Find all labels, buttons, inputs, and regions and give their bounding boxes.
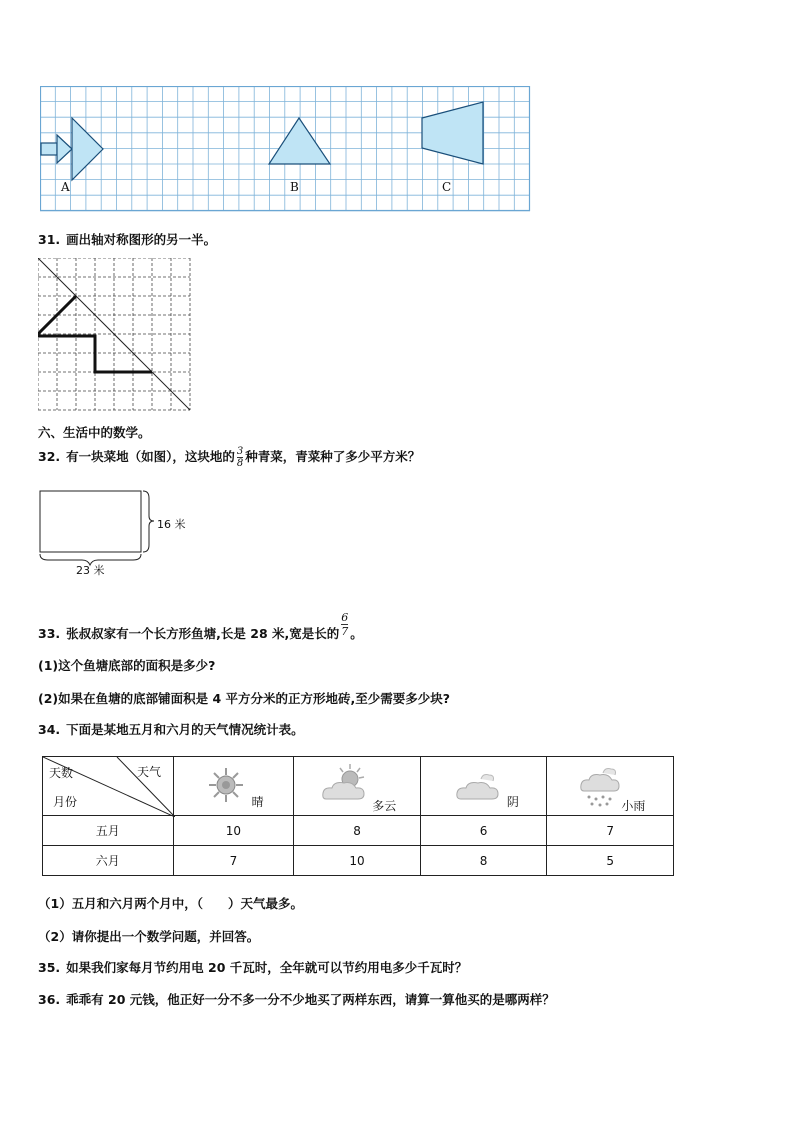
question-number: 34. (38, 722, 61, 737)
table-row (43, 846, 674, 876)
shapes-grid-figure (40, 86, 532, 212)
question-text-before: 有一块菜地（如图），这块地的 (66, 449, 235, 464)
question-number: 31. (38, 232, 61, 247)
field-height-label: 16 米 (157, 518, 186, 531)
diagonal-header-cell (43, 757, 174, 816)
shape-a-arrow (41, 118, 103, 180)
question-text: 乖乖有 20 元钱，他正好一分不多一分不少地买了两样东西，请算一算他买的是哪两样？ (66, 992, 555, 1007)
question-text: 画出轴对称图形的另一半。 (66, 232, 217, 247)
weather-label: 阴 (506, 795, 519, 809)
shape-c-trapezoid (422, 102, 483, 164)
sun-icon (208, 767, 244, 803)
question-35 (38, 958, 467, 976)
cell-value: 6 (420, 816, 547, 846)
question-36 (38, 990, 555, 1008)
question-number: 33. (38, 626, 61, 641)
shape-a-label: A (61, 180, 70, 194)
cell-value: 7 (173, 846, 294, 876)
partly-cloudy-icon (320, 763, 374, 805)
shape-b-label: B (290, 180, 299, 194)
fraction-six-sevenths (341, 611, 348, 638)
question-number: 35. (38, 960, 61, 975)
cell-value: 5 (547, 846, 674, 876)
question-33 (38, 611, 363, 648)
question-number: 32. (38, 449, 61, 464)
cell-value: 8 (294, 816, 421, 846)
cell-value: 10 (294, 846, 421, 876)
question-31 (38, 230, 216, 248)
question-number: 36. (38, 992, 61, 1007)
weather-column-cloudy (294, 757, 421, 816)
height-brace (143, 491, 154, 552)
question-34 (38, 720, 304, 738)
question-text: 张叔叔家有一个长方形鱼塘,长是 28 米,宽是长的 (66, 626, 340, 641)
table-row (43, 816, 674, 846)
weather-column-overcast (420, 757, 547, 816)
question-end: 。 (350, 626, 363, 641)
field-width-label: 23 米 (76, 564, 105, 577)
fraction-denominator: 7 (341, 625, 349, 638)
symmetry-grid-figure (38, 258, 192, 412)
rain-icon (579, 763, 623, 809)
header-month-label: 月份 (53, 795, 78, 809)
cloud-icon (455, 767, 505, 803)
field-rectangle (40, 491, 141, 552)
question-34-sub1: （1）五月和六月两个月中，（ ）天气最多。 (38, 896, 303, 911)
cell-value: 8 (420, 846, 547, 876)
weather-label: 小雨 (621, 799, 646, 813)
weather-column-sunny (173, 757, 294, 816)
fraction-numerator: 6 (341, 611, 349, 624)
cell-value: 7 (547, 816, 674, 846)
cell-value: 10 (173, 816, 294, 846)
question-33-sub2: (2)如果在鱼塘的底部铺面积是 4 平方分米的正方形地砖,至少需要多少块? (38, 691, 451, 706)
weather-stats-table (42, 756, 674, 876)
shape-c-label: C (442, 180, 452, 194)
question-text: 如果我们家每月节约用电 20 千瓦时，全年就可以节约用电多少千瓦时？ (66, 960, 468, 975)
question-34-sub2: （2）请你提出一个数学问题，并回答。 (38, 929, 260, 944)
weather-column-light-rain (547, 757, 674, 816)
table-header-row (43, 757, 674, 816)
shape-b-triangle (269, 118, 330, 164)
row-month: 五月 (43, 816, 174, 846)
weather-label: 晴 (251, 795, 264, 809)
row-month: 六月 (43, 846, 174, 876)
question-text-after: 种青菜，青菜种了多少平方米？ (245, 449, 421, 464)
question-text: 下面是某地五月和六月的天气情况统计表。 (66, 722, 304, 737)
section-six-title: 六、生活中的数学。 (38, 425, 151, 440)
question-32 (38, 446, 420, 469)
fraction-numerator: 3 (236, 446, 244, 457)
question-33-sub1: (1)这个鱼塘底部的面积是多少? (38, 658, 216, 673)
fraction-three-eighths (237, 446, 243, 469)
header-days-label: 天数 (49, 766, 74, 780)
fraction-denominator: 8 (236, 458, 244, 469)
header-weather-label: 天气 (137, 765, 162, 779)
weather-label: 多云 (372, 799, 397, 813)
